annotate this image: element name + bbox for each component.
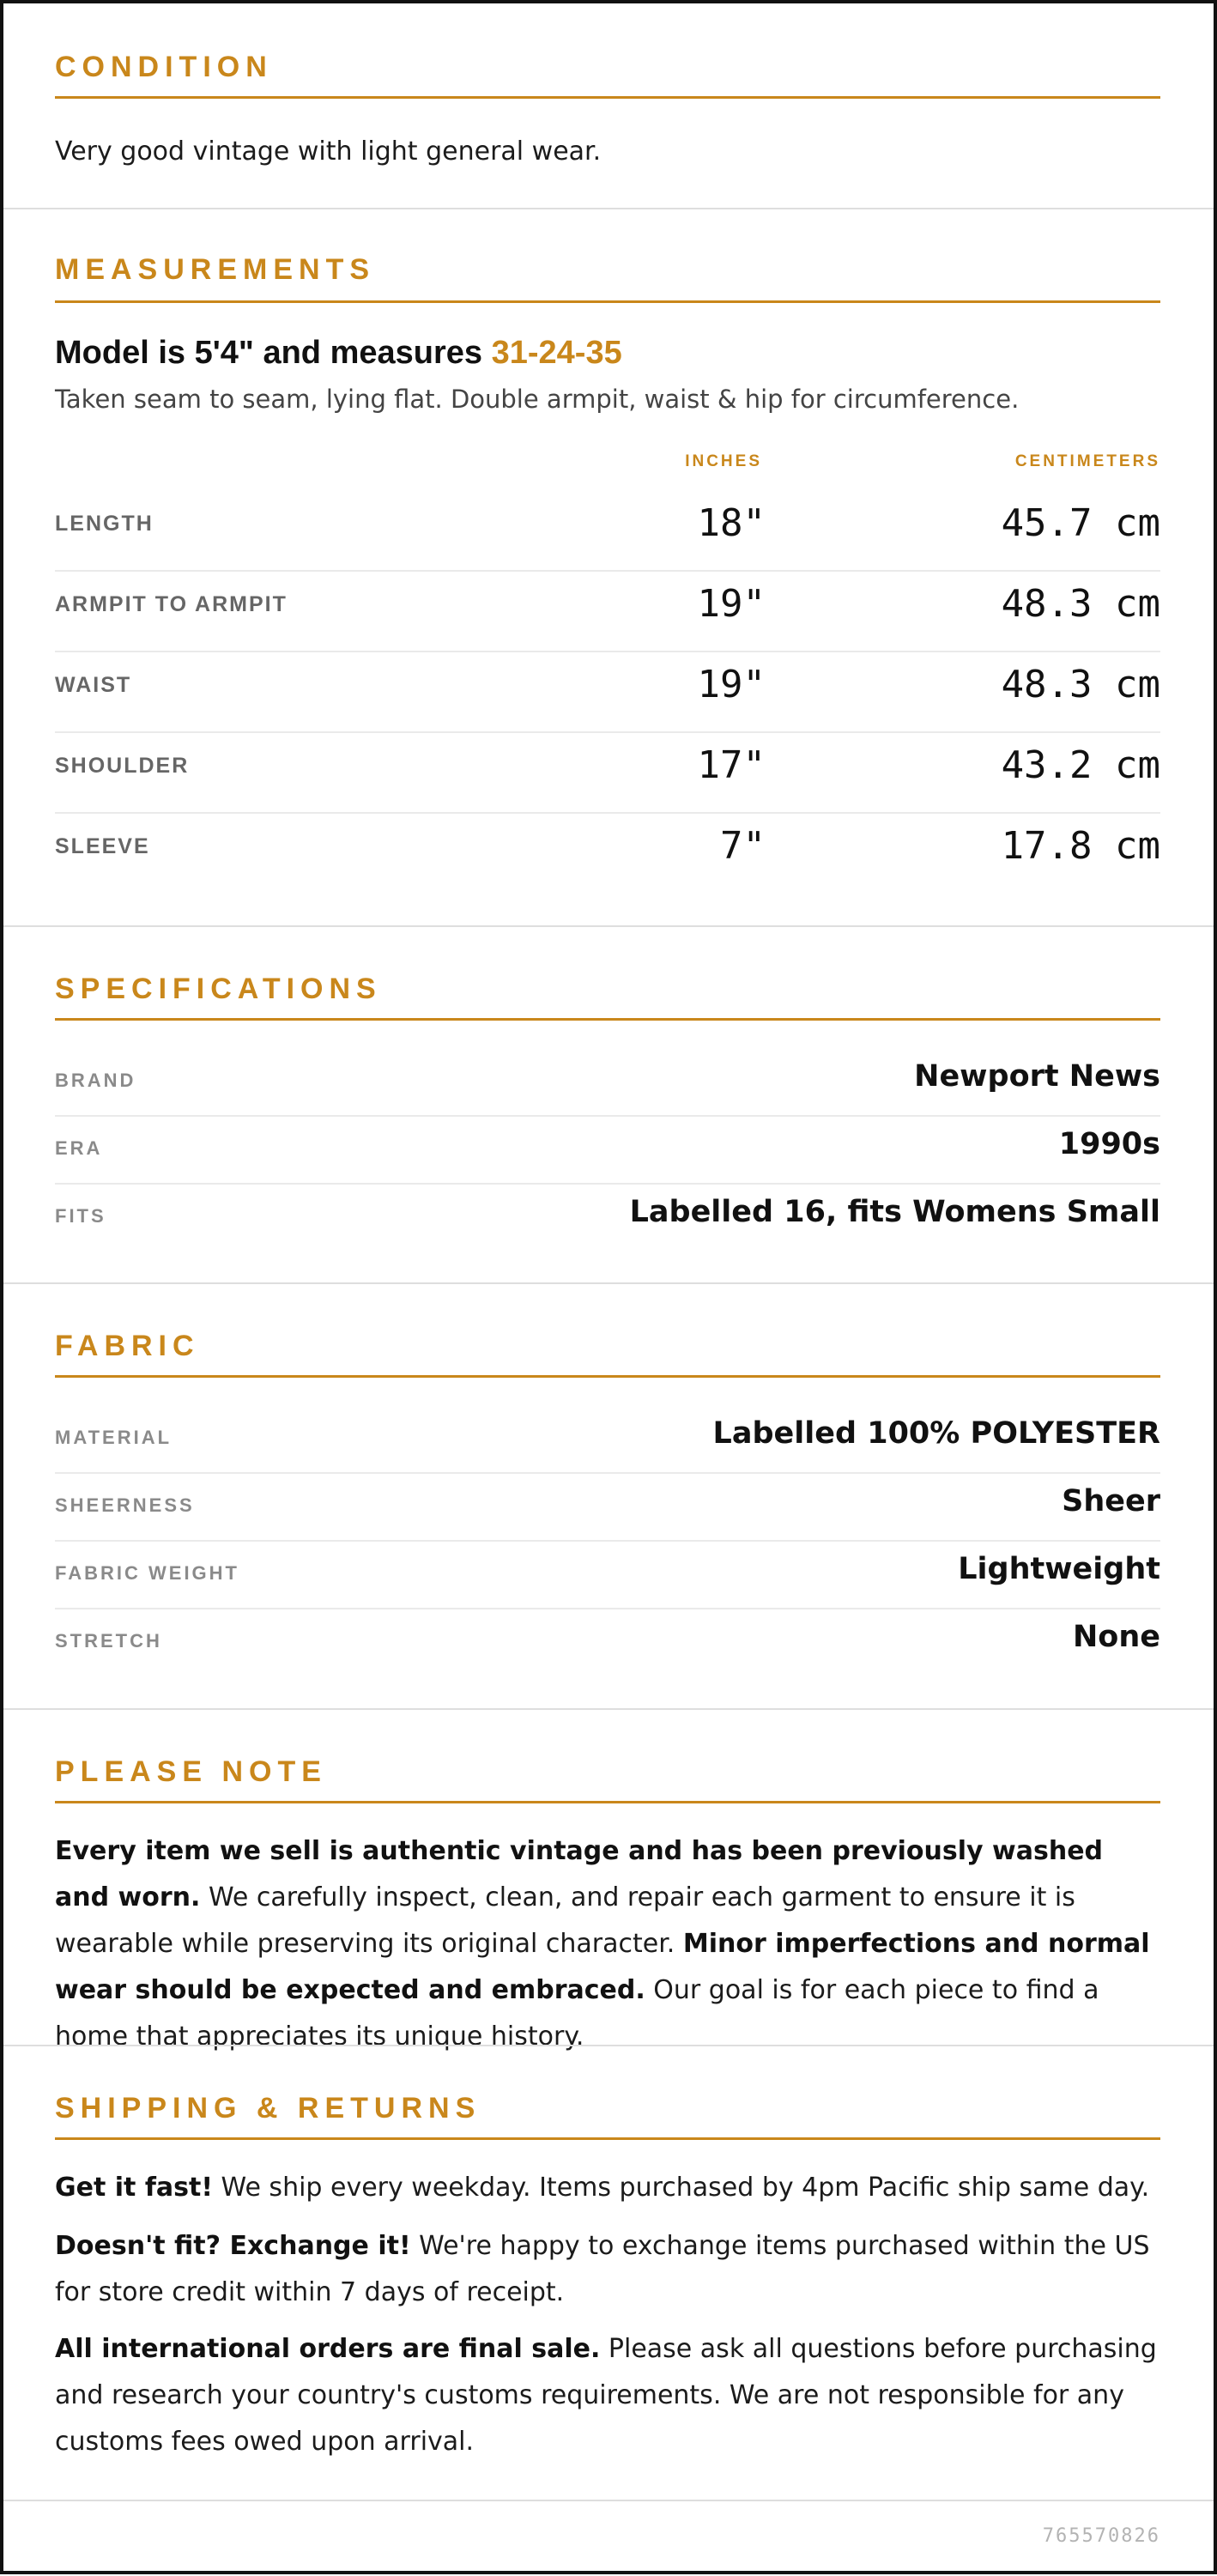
measurement-label: SLEEVE [55, 834, 150, 858]
measurement-row [55, 651, 1160, 733]
measurement-label: WAIST [55, 673, 132, 697]
measurement-centimeters: 48.3 cm [1001, 663, 1160, 706]
fabric-rule [55, 1375, 1160, 1378]
measurements-section [3, 208, 1214, 927]
condition-text: Very good vintage with light general wear. [55, 136, 602, 167]
spec-label: BRAND [55, 1070, 136, 1091]
note-text: We carefully inspect, clean, and repair each garment to ensure it is wearable while preserving its original character. [55, 1882, 1075, 1959]
measurement-inches: 19" [697, 663, 766, 706]
shipping-rule [55, 2137, 1160, 2140]
measurements-rule [55, 300, 1160, 303]
note-text: Our goal is for each piece to find a home that appreciates its unique history. [55, 1975, 1099, 2052]
spec-row-fabric-weight [55, 1540, 1160, 1609]
spec-value: Labelled 16, fits Womens Small [629, 1195, 1160, 1229]
spec-label: ERA [55, 1137, 103, 1159]
measurement-inches: 17" [697, 743, 766, 787]
measurements-heading: MEASUREMENTS [55, 253, 376, 286]
shipping-paragraph [55, 2165, 1160, 2211]
shipping-emphasis: Doesn't fit? Exchange it! [55, 2231, 411, 2261]
please-note-rule [55, 1801, 1160, 1803]
note-emphasis: Every item we sell is authentic vintage and has been previously washed and worn. [55, 1836, 1104, 1912]
measurement-inches: 18" [697, 501, 766, 545]
fabric-heading: FABRIC [55, 1330, 200, 1362]
shipping-text: We're happy to exchange items purchased within the US for store credit within 7 days of receipt. [55, 2231, 1150, 2307]
spec-row-stretch [55, 1608, 1160, 1676]
spec-value: Newport News [914, 1059, 1160, 1094]
shipping-emphasis: Get it fast! [55, 2173, 213, 2203]
spec-label: FITS [55, 1205, 106, 1227]
measurement-label: ARMPIT TO ARMPIT [55, 592, 288, 616]
condition-rule [55, 96, 1160, 99]
specifications-heading: SPECIFICATIONS [55, 973, 382, 1005]
condition-section [3, 3, 1214, 208]
spec-label: MATERIAL [55, 1427, 173, 1448]
spec-value: Labelled 100% POLYESTER [712, 1416, 1160, 1451]
spec-value: Lightweight [958, 1552, 1160, 1586]
specifications-section [3, 925, 1214, 1284]
model-figures: 31-24-35 [491, 335, 622, 371]
spec-row-brand [55, 1047, 1160, 1117]
spec-row-material [55, 1404, 1160, 1474]
measurement-centimeters: 48.3 cm [1001, 582, 1160, 626]
measurement-row [55, 570, 1160, 652]
column-header-inches: INCHES [685, 452, 762, 470]
measurement-row [55, 731, 1160, 814]
shipping-text: We ship every weekday. Items purchased by 4pm Pacific ship same day. [213, 2173, 1150, 2203]
spec-label: FABRIC WEIGHT [55, 1562, 239, 1584]
measurement-inches: 7" [720, 824, 766, 868]
spec-row-sheerness [55, 1472, 1160, 1542]
measurement-label: SHOULDER [55, 754, 190, 778]
please-note-section [3, 1708, 1214, 2052]
footer [3, 2500, 1214, 2576]
measurement-row [55, 489, 1160, 572]
spec-label: SHEERNESS [55, 1494, 195, 1516]
model-prefix: Model is 5'4" and measures [55, 335, 483, 371]
measurement-inches: 19" [697, 582, 766, 626]
shipping-emphasis: All international orders are final sale. [55, 2334, 601, 2364]
measurements-subtitle: Taken seam to seam, lying flat. Double armpit, waist & hip for circumference. [55, 385, 1020, 414]
measurement-row [55, 812, 1160, 893]
spec-value: Sheer [1062, 1484, 1160, 1518]
model-measurements [55, 335, 1160, 372]
spec-value: None [1073, 1620, 1160, 1654]
please-note-heading: PLEASE NOTE [55, 1755, 327, 1788]
please-note-text [55, 1828, 1160, 2060]
spec-row-fits [55, 1183, 1160, 1251]
measurement-centimeters: 45.7 cm [1001, 501, 1160, 545]
note-emphasis: Minor imperfections and normal wear should be expected and embraced. [55, 1929, 1150, 2005]
column-header-centimeters: CENTIMETERS [1014, 452, 1160, 470]
exchange-paragraph [55, 2223, 1160, 2316]
fabric-section [3, 1282, 1214, 1710]
spec-row-era [55, 1115, 1160, 1185]
measurement-centimeters: 17.8 cm [1001, 824, 1160, 868]
shipping-section [3, 2045, 1214, 2501]
specifications-rule [55, 1018, 1160, 1021]
condition-heading: CONDITION [55, 51, 273, 83]
sku-number: 765570826 [1042, 2525, 1160, 2547]
shipping-heading: SHIPPING & RETURNS [55, 2092, 481, 2124]
spec-value: 1990s [1058, 1127, 1160, 1161]
measurement-centimeters: 43.2 cm [1001, 743, 1160, 787]
spec-label: STRETCH [55, 1630, 162, 1652]
shipping-text: Please ask all questions before purchasing and research your country's customs requirements. We are not responsible for any customs fees owed upon arrival. [55, 2334, 1157, 2457]
measurement-label: LENGTH [55, 512, 154, 536]
international-paragraph [55, 2326, 1160, 2465]
